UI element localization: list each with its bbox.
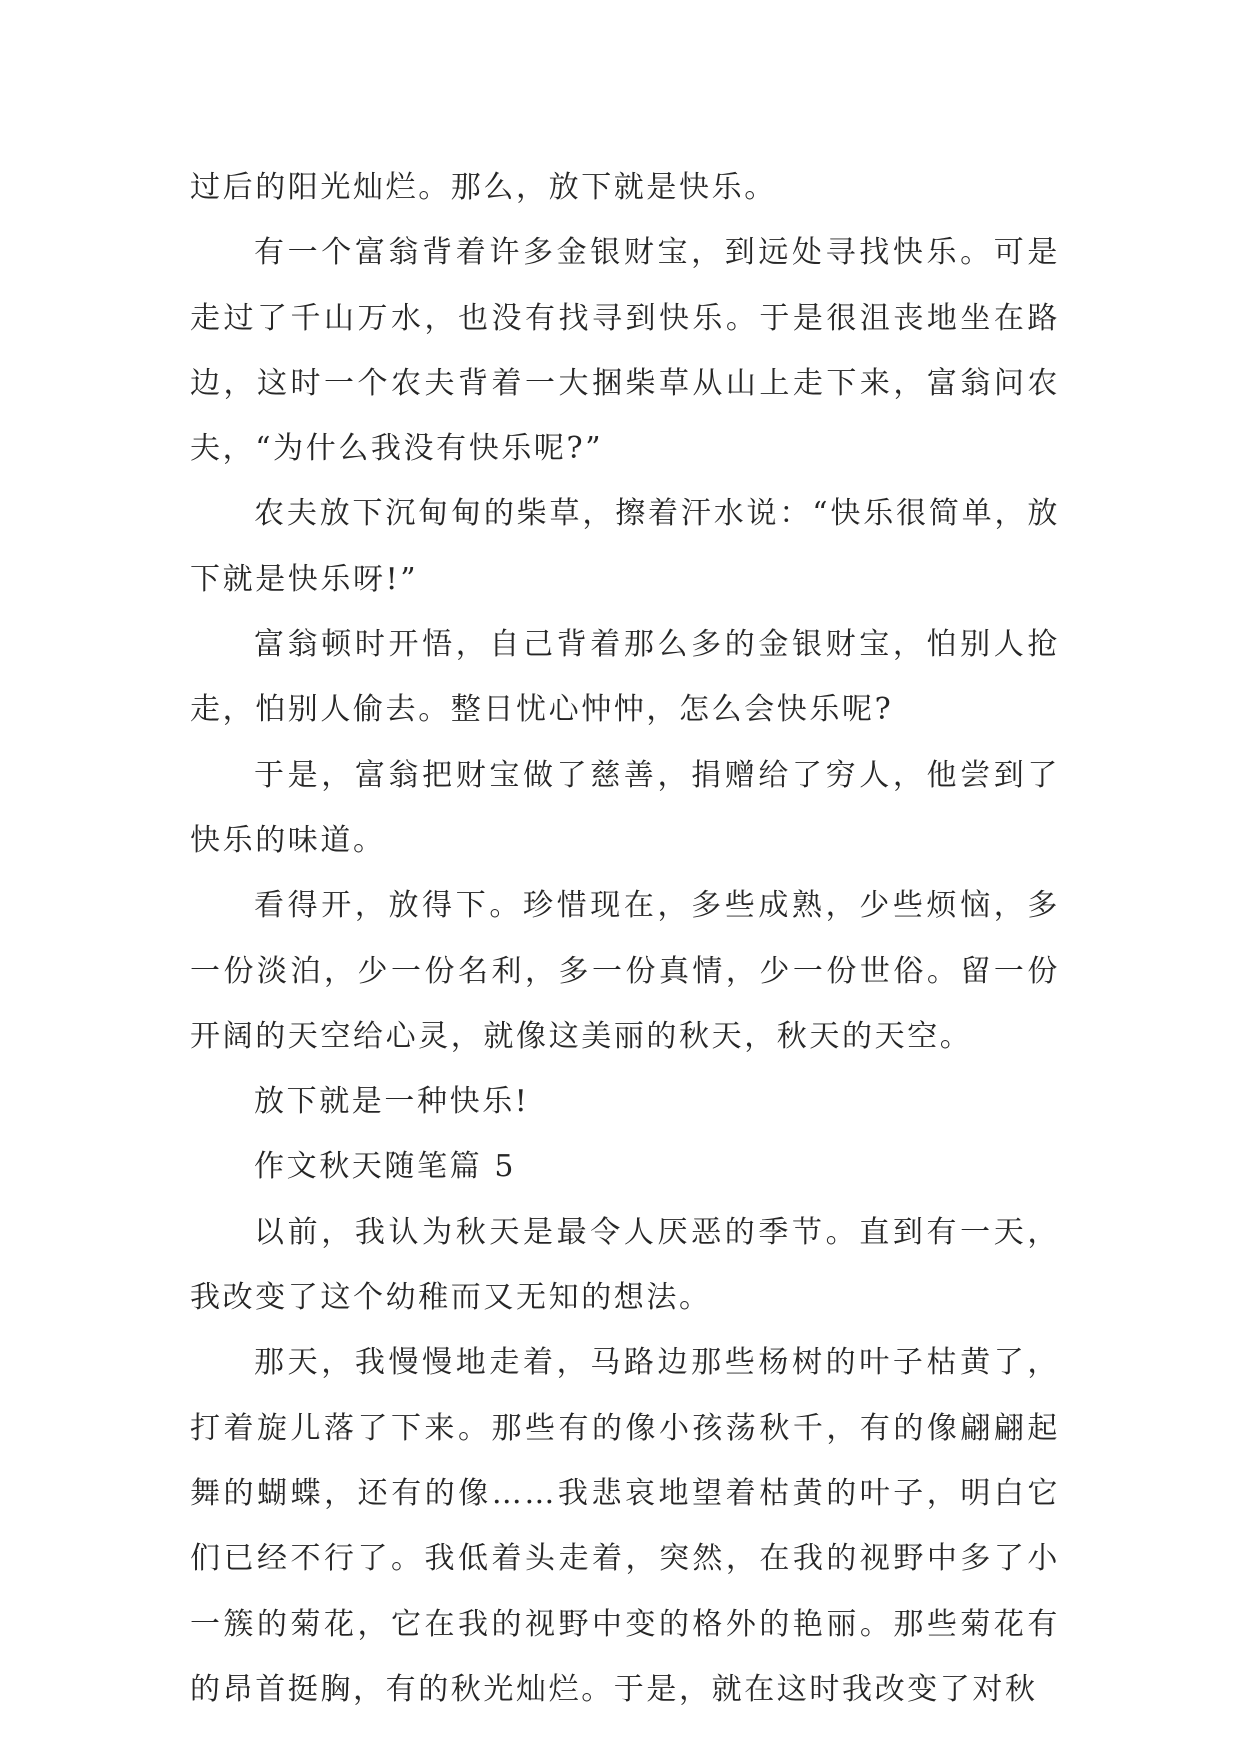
paragraph-autumn-intro: 以前，我认为秋天是最令人厌恶的季节。直到有一天，我改变了这个幼稚而又无知的想法。 — [190, 1214, 1060, 1316]
section-heading: 作文秋天随笔篇 5 — [254, 1149, 517, 1185]
paragraph-let-go: 看得开，放得下。珍惜现在，多些成熟，少些烦恼，多一份淡泊，少一份名利，多一份真情，少一份世俗。留一份开阔的天空给心灵，就像这美丽的秋天，秋天的天空。 — [190, 888, 1060, 1054]
paragraph-continuation: 过后的阳光灿烂。那么，放下就是快乐。 — [190, 170, 777, 205]
paragraph-autumn-walk: 那天，我慢慢地走着，马路边那些杨树的叶子枯黄了，打着旋儿落了下来。那些有的像小孩荡秋千，有的像翩翩起舞的蝴蝶，还有的像……我悲哀地望着枯黄的叶子，明白它们已经不行了。我低着头走着，突然，在我的视野中多了小一簇的菊花，它在我的视野中变的格外的艳丽。那些菊花有的昂首挺胸，有的秋光灿烂。于是，就在这时我改变了对秋 — [190, 1345, 1060, 1707]
paragraph-enlightenment: 富翁顿时开悟，自己背着那么多的金银财宝，怕别人抢走，怕别人偷去。整日忧心忡忡，怎么会快乐呢? — [190, 627, 1060, 728]
paragraph-farmer-reply: 农夫放下沉甸甸的柴草，擦着汗水说：“快乐很简单，放下就是快乐呀!” — [190, 496, 1060, 597]
paragraph-charity: 于是，富翁把财宝做了慈善，捐赠给了穷人，他尝到了快乐的味道。 — [190, 757, 1060, 858]
document-body — [190, 155, 1060, 1722]
paragraph-happiness: 放下就是一种快乐! — [254, 1084, 530, 1120]
paragraph-rich-man: 有一个富翁背着许多金银财宝，到远处寻找快乐。可是走过了千山万水，也没有找寻到快乐。于是很沮丧地坐在路边，这时一个农夫背着一大捆柴草从山上走下来，富翁问农夫，“为什么我没有快乐呢?” — [190, 235, 1060, 467]
